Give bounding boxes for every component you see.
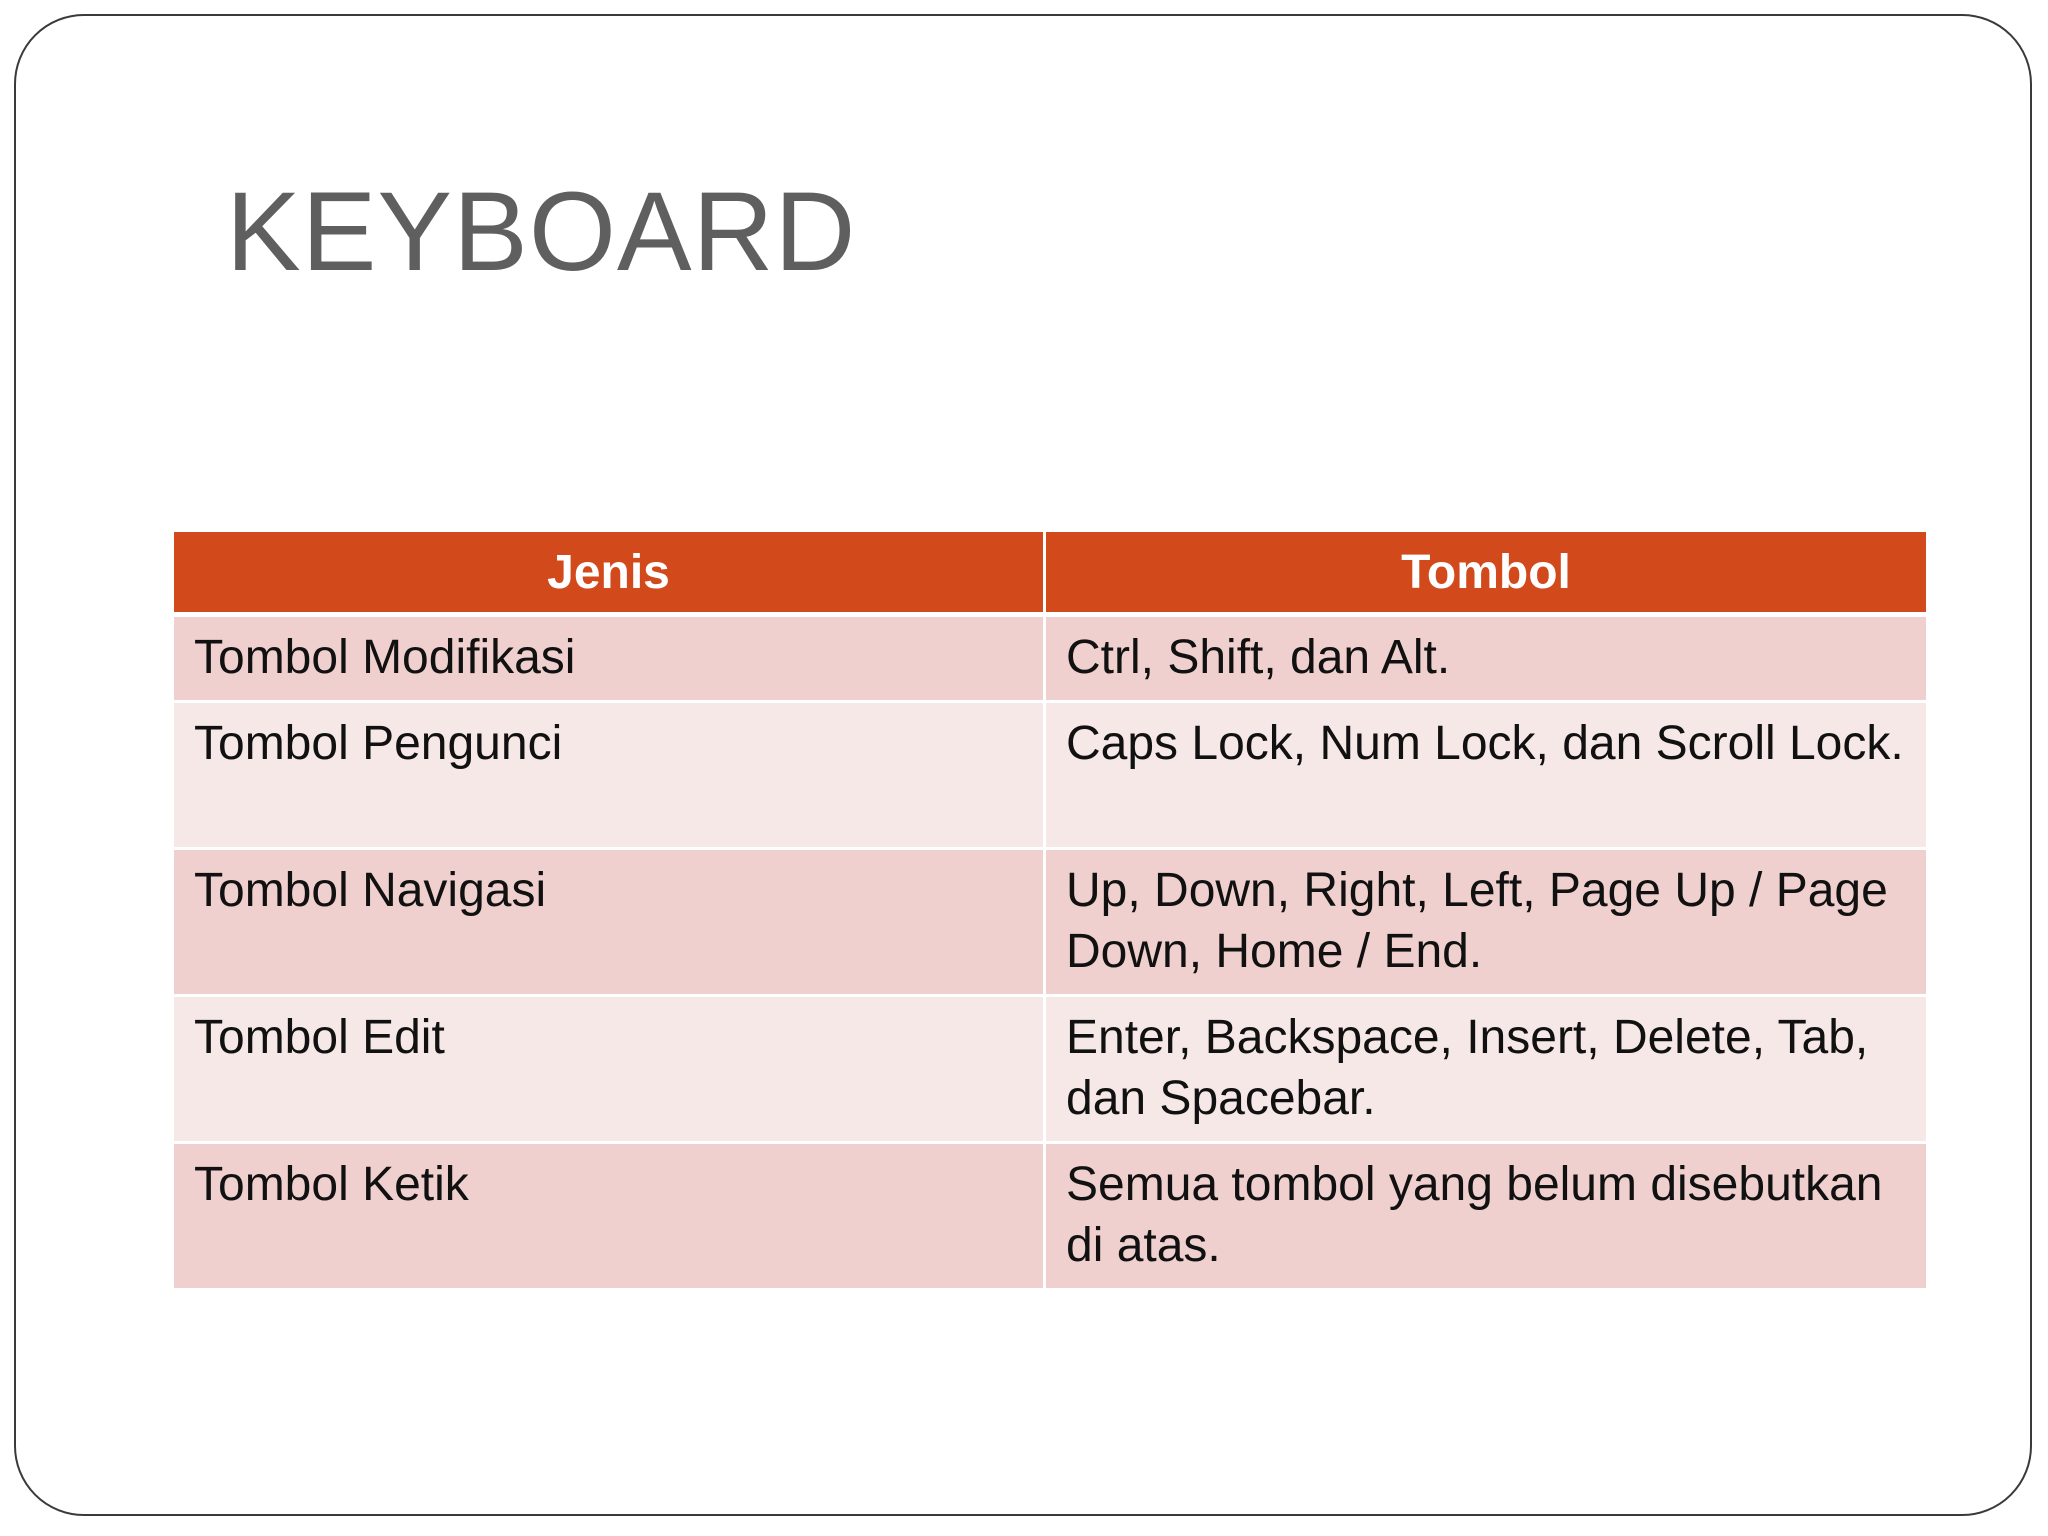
header-tombol: Tombol <box>1046 532 1926 617</box>
cell-jenis: Tombol Navigasi <box>174 850 1046 997</box>
table-header-row <box>174 532 1926 617</box>
table-row <box>174 997 1926 1144</box>
cell-jenis: Tombol Edit <box>174 997 1046 1144</box>
table-row <box>174 850 1926 997</box>
table-row <box>174 617 1926 703</box>
table-container <box>174 532 1926 1291</box>
cell-tombol: Up, Down, Right, Left, Page Up / Page Down, Home / End. <box>1046 850 1926 997</box>
cell-tombol: Semua tombol yang belum disebutkan di atas. <box>1046 1144 1926 1291</box>
slide-title: KEYBOARD <box>226 169 857 294</box>
cell-tombol: Ctrl, Shift, dan Alt. <box>1046 617 1926 703</box>
header-jenis: Jenis <box>174 532 1046 617</box>
keyboard-keys-table <box>174 532 1926 1291</box>
table-row <box>174 703 1926 850</box>
cell-jenis: Tombol Ketik <box>174 1144 1046 1291</box>
cell-jenis: Tombol Modifikasi <box>174 617 1046 703</box>
table-row <box>174 1144 1926 1291</box>
cell-tombol: Enter, Backspace, Insert, Delete, Tab, dan Spacebar. <box>1046 997 1926 1144</box>
cell-tombol: Caps Lock, Num Lock, dan Scroll Lock. <box>1046 703 1926 850</box>
cell-jenis: Tombol Pengunci <box>174 703 1046 850</box>
slide <box>14 14 2032 1516</box>
